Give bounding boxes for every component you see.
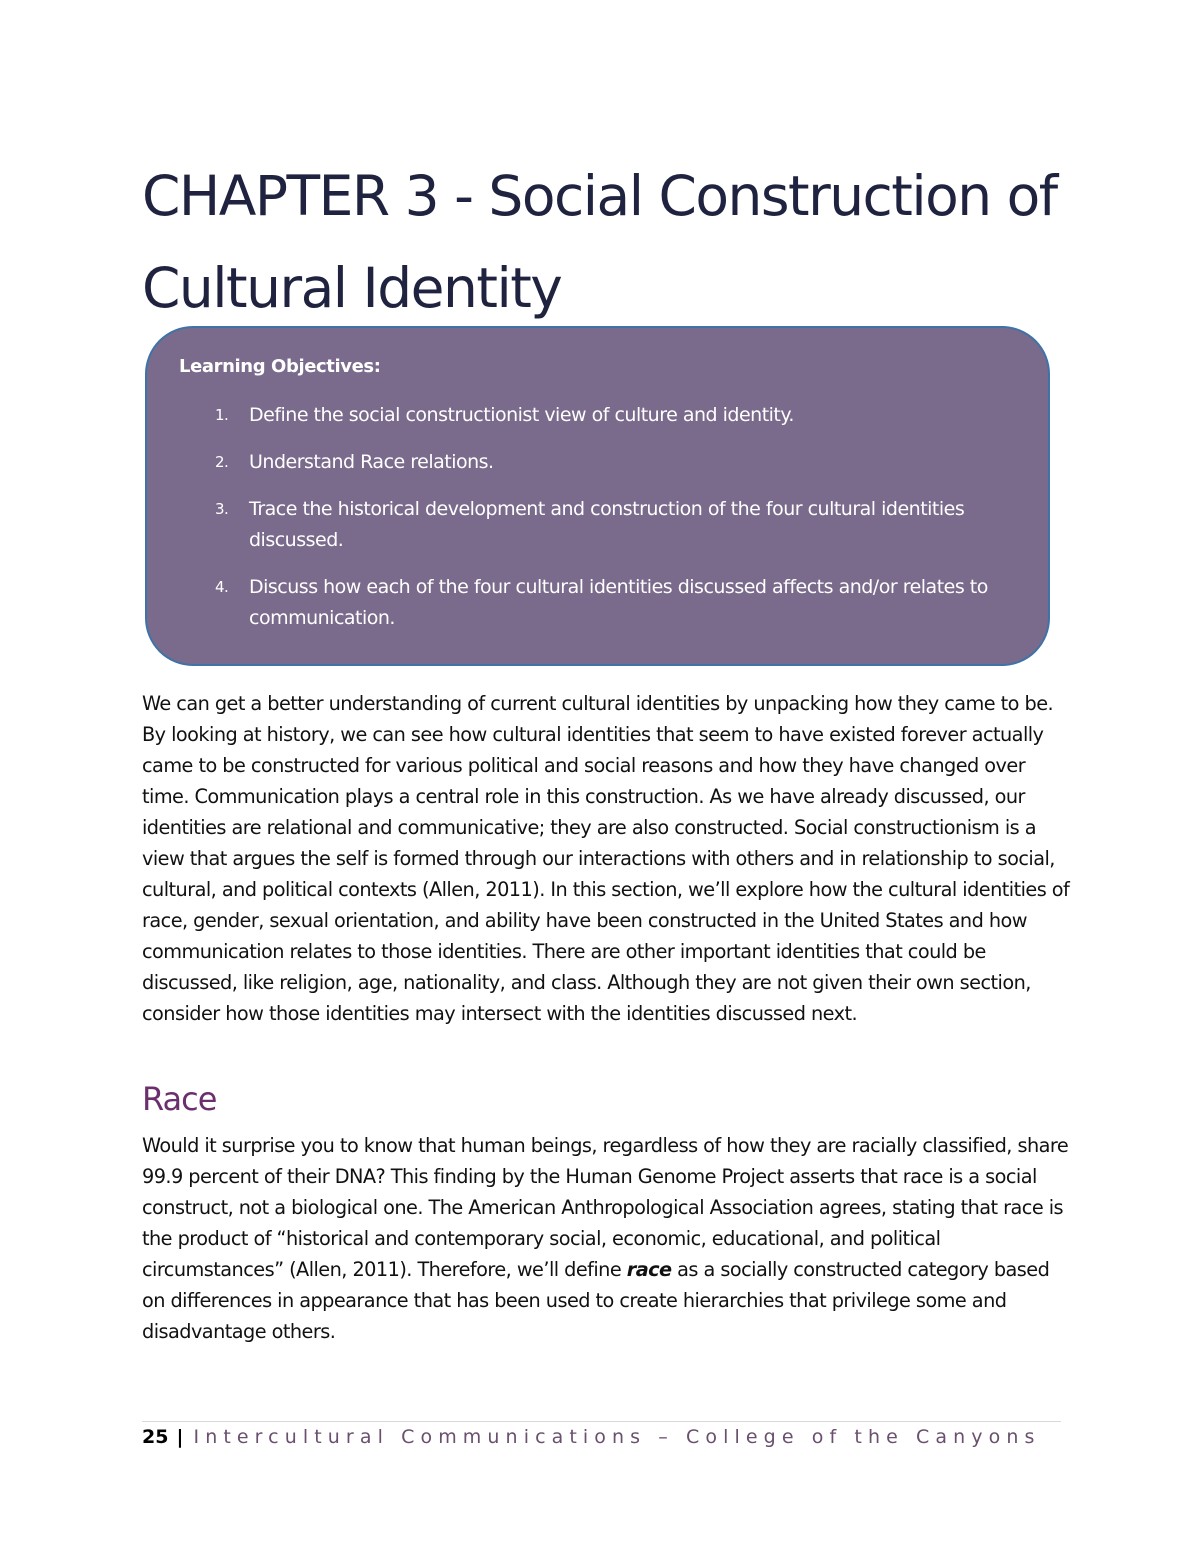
objective-text: Define the social constructionist view of culture and identity. — [249, 404, 794, 426]
objective-item — [147, 447, 1048, 478]
objective-item — [147, 400, 1048, 431]
footer-divider — [142, 1421, 1061, 1422]
chapter-title: CHAPTER 3 - Social Construction of Cultural Identity — [142, 164, 1057, 320]
objective-text: Trace the historical development and construction of the four cultural identities discussed. — [249, 498, 965, 551]
objective-number: 4. — [215, 578, 229, 596]
page-footer — [142, 1426, 1041, 1448]
learning-objectives-box — [145, 326, 1050, 666]
page-number: 25 — [142, 1426, 169, 1448]
objective-item — [147, 572, 1048, 634]
objective-number: 1. — [215, 406, 229, 424]
objective-text: Understand Race relations. — [249, 451, 494, 473]
race-paragraph-text-after: as a socially constructed category based on differences in appearance that has been used to create hierarchies that privilege some and disadvantage others. — [142, 1258, 1050, 1343]
race-paragraph-text-before: Would it surprise you to know that human beings, regardless of how they are racially classified, share 99.9 percent of their DNA? This finding by the Human Genome Project asserts that race is a social construct, not a biological one. The American Anthropological Association agrees, stating that race is the product of “historical and contemporary social, economic, educational, and political circumstances” (Allen, 2011). Therefore, we’ll define — [142, 1134, 1069, 1281]
objective-item — [147, 494, 1048, 556]
objective-text: Discuss how each of the four cultural identities discussed affects and/or relates to communication. — [249, 576, 988, 629]
race-defined-term: race — [626, 1258, 672, 1281]
race-paragraph — [142, 1130, 1072, 1347]
footer-separator: | — [176, 1426, 184, 1448]
objective-number: 2. — [215, 453, 229, 471]
objective-number: 3. — [215, 500, 229, 518]
intro-paragraph: We can get a better understanding of current cultural identities by unpacking how they came to be. By looking at history, we can see how cultural identities that seem to have existed forever actually came to be constructed for various political and social reasons and how they have changed over time. Communication plays a central role in this construction. As we have already discussed, our identities are relational and communicative; they are also constructed. Social constructionism is a view that argues the self is formed through our interactions with others and in relationship to social, cultural, and political contexts (Allen, 2011). In this section, we’ll explore how the cultural identities of race, gender, sexual orientation, and ability have been constructed in the United States and how communication relates to those identities. There are other important identities that could be discussed, like religion, age, nationality, and class. Although they are not given their own section, consider how those identities may intersect with the identities discussed next. — [142, 692, 1070, 1025]
learning-objectives-heading: Learning Objectives: — [179, 356, 381, 377]
running-title: Intercultural Communications – College of the Canyons — [193, 1426, 1041, 1448]
race-section-heading: Race — [142, 1080, 217, 1118]
learning-objectives-list — [147, 400, 1048, 650]
